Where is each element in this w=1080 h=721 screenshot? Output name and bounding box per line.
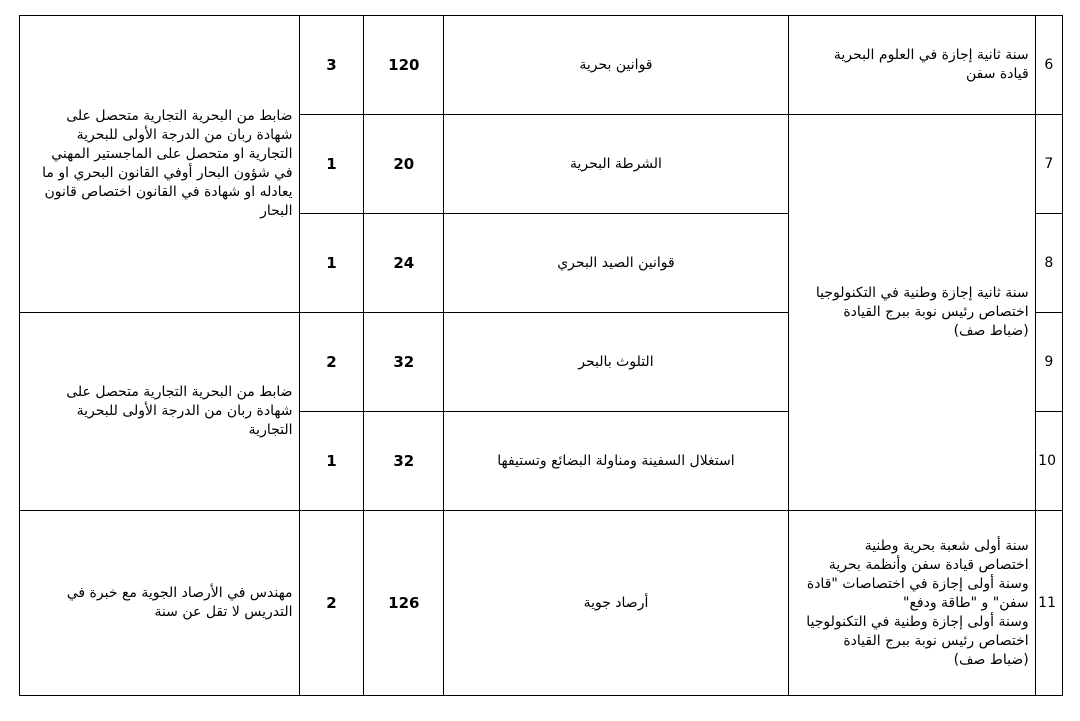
profile-line: ضابط من البحرية التجارية متحصل على [66,108,293,124]
subject-cell: استغلال السفينة ومناولة البضائع وتستيفها [444,412,788,511]
specialty-line: سنة ثانية إجازة في العلوم البحرية [833,47,1029,63]
hours-cell: 20 [364,115,444,214]
specialty-line: اختصاص قيادة سفن وأنظمة بحرية [828,556,1029,573]
specialty-cell [788,16,1035,115]
subject-cell: قوانين الصيد البحري [444,214,788,313]
subject-cell: قوانين بحرية [444,16,788,115]
table-row [20,511,1063,696]
specialty-line: سنة أولى شعبة بحرية وطنية [864,537,1029,554]
specialty-line: اختصاص رئيس نوبة ببرج القيادة [843,304,1029,320]
subject-cell: التلوث بالبحر [444,313,788,412]
profile-line: مهندس في الأرصاد الجوية مع خبرة في [66,585,293,601]
coefficient-cell: 2 [299,313,364,412]
profile-cell [20,16,300,313]
specialty-line: قيادة سفن [966,66,1029,82]
specialty-line: اختصاص رئيس نوبة ببرج القيادة [843,632,1029,649]
row-number: 6 [1035,16,1062,115]
specialty-line: وسنة أولى إجازة وطنية في التكنولوجيا [806,613,1029,630]
row-number: 10 [1035,412,1062,511]
specialty-line: سفن" و "طاقة ودفع" [903,594,1029,611]
profile-cell [20,313,300,511]
specialty-cell [788,115,1035,511]
coefficient-cell: 3 [299,16,364,115]
profile-line: يعادله او شهادة في القانون اختصاص قانون [44,184,293,200]
hours-cell: 120 [364,16,444,115]
specialty-line: وسنة أولى إجازة في اختصاصات "قادة [806,575,1029,592]
table-row [20,16,1063,115]
profile-line: التجارية [248,422,293,438]
coefficient-cell: 1 [299,115,364,214]
specialty-line: (ضباط صف) [953,651,1029,668]
profile-line: التجارية او متحصل على الماجستير المهني [51,146,293,162]
curriculum-table [19,15,1063,696]
specialty-cell [788,511,1035,696]
profile-line: شهادة ربان من الدرجة الأولى للبحرية [76,403,293,419]
profile-cell [20,511,300,696]
subject-cell: أرصاد جوية [444,511,788,696]
coefficient-cell: 1 [299,412,364,511]
profile-line: البحار [260,203,293,219]
profile-line: ضابط من البحرية التجارية متحصل على [66,384,293,400]
coefficient-cell: 2 [299,511,364,696]
subject-cell: الشرطة البحرية [444,115,788,214]
coefficient-cell: 1 [299,214,364,313]
specialty-line: سنة ثانية إجازة وطنية في التكنولوجيا [815,285,1029,301]
hours-cell: 32 [364,412,444,511]
profile-line: شهادة ربان من الدرجة الأولى للبحرية [76,127,293,143]
specialty-line: (ضباط صف) [953,323,1029,339]
row-number: 8 [1035,214,1062,313]
profile-line: في شؤون البحار أوفي القانون البحري او ما [42,165,293,181]
row-number: 7 [1035,115,1062,214]
row-number: 9 [1035,313,1062,412]
hours-cell: 32 [364,313,444,412]
hours-cell: 126 [364,511,444,696]
row-number: 11 [1035,511,1062,696]
profile-line: التدريس لا تقل عن سنة [154,604,293,620]
hours-cell: 24 [364,214,444,313]
